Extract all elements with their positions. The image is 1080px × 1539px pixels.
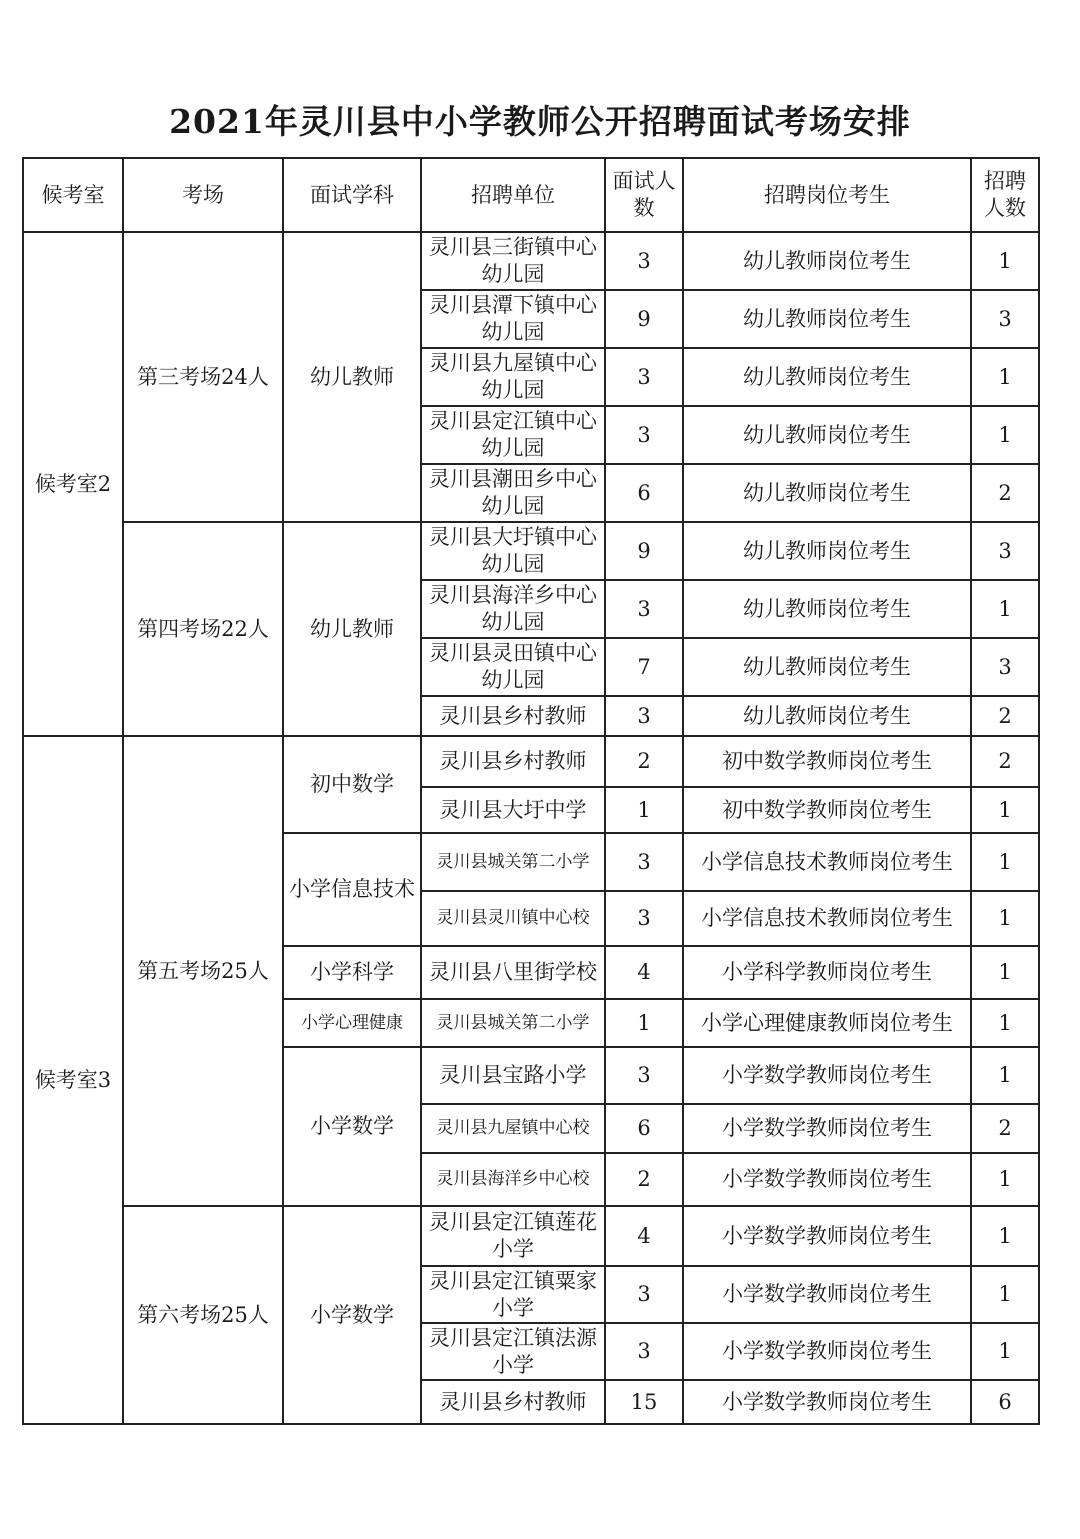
subject-cell: 幼儿教师 [283,522,421,736]
unit-cell: 灵川县大圩中学 [421,787,605,833]
post-cell: 小学信息技术教师岗位考生 [683,833,971,891]
table-row [23,232,1039,290]
count-cell: 1 [605,999,683,1047]
unit-cell: 灵川县大圩镇中心幼儿园 [421,522,605,580]
hire-cell: 2 [971,1104,1039,1153]
header-post: 招聘岗位考生 [683,158,971,232]
unit-cell: 灵川县乡村教师 [421,1380,605,1424]
header-waiting-room: 候考室 [23,158,123,232]
document-title: 2021年灵川县中小学教师公开招聘面试考场安排 [169,102,911,141]
post-cell: 初中数学教师岗位考生 [683,787,971,833]
count-cell: 15 [605,1380,683,1424]
hire-cell: 1 [971,891,1039,946]
hire-cell: 1 [971,1323,1039,1380]
header-hire-count: 招聘人数 [971,158,1039,232]
post-cell: 小学数学教师岗位考生 [683,1206,971,1266]
post-cell: 小学数学教师岗位考生 [683,1047,971,1104]
hire-cell: 1 [971,1206,1039,1266]
count-cell: 3 [605,696,683,736]
hire-cell: 1 [971,1047,1039,1104]
subject-cell: 幼儿教师 [283,232,421,522]
hire-cell: 3 [971,638,1039,696]
count-cell: 2 [605,736,683,787]
exam-room-cell: 第六考场25人 [123,1206,283,1424]
count-cell: 6 [605,464,683,522]
count-cell: 3 [605,232,683,290]
exam-room-cell: 第四考场22人 [123,522,283,736]
unit-cell: 灵川县九屋镇中心校 [421,1104,605,1153]
count-cell: 3 [605,1266,683,1323]
count-cell: 2 [605,1153,683,1206]
table-row [23,1206,1039,1266]
post-cell: 幼儿教师岗位考生 [683,638,971,696]
unit-cell: 灵川县灵川镇中心校 [421,891,605,946]
post-cell: 幼儿教师岗位考生 [683,232,971,290]
hire-cell: 1 [971,348,1039,406]
hire-cell: 1 [971,833,1039,891]
unit-cell: 灵川县乡村教师 [421,736,605,787]
post-cell: 幼儿教师岗位考生 [683,580,971,638]
unit-cell: 灵川县海洋乡中心幼儿园 [421,580,605,638]
count-cell: 3 [605,1323,683,1380]
hire-cell: 1 [971,787,1039,833]
post-cell: 幼儿教师岗位考生 [683,464,971,522]
header-subject: 面试学科 [283,158,421,232]
post-cell: 幼儿教师岗位考生 [683,290,971,348]
post-cell: 小学数学教师岗位考生 [683,1323,971,1380]
header-unit: 招聘单位 [421,158,605,232]
hire-cell: 1 [971,580,1039,638]
hire-cell: 1 [971,232,1039,290]
hire-cell: 2 [971,736,1039,787]
unit-cell: 灵川县潮田乡中心幼儿园 [421,464,605,522]
hire-cell: 1 [971,999,1039,1047]
post-cell: 小学信息技术教师岗位考生 [683,891,971,946]
subject-cell: 小学数学 [283,1047,421,1206]
subject-cell: 小学信息技术 [283,833,421,946]
header-exam-room: 考场 [123,158,283,232]
count-cell: 4 [605,1206,683,1266]
hire-cell: 2 [971,696,1039,736]
hire-cell: 1 [971,1153,1039,1206]
unit-cell: 灵川县定江镇中心幼儿园 [421,406,605,464]
count-cell: 3 [605,1047,683,1104]
post-cell: 幼儿教师岗位考生 [683,696,971,736]
unit-cell: 灵川县宝路小学 [421,1047,605,1104]
unit-cell: 灵川县潭下镇中心幼儿园 [421,290,605,348]
post-cell: 幼儿教师岗位考生 [683,348,971,406]
header-row [23,158,1039,232]
unit-cell: 灵川县八里街学校 [421,946,605,999]
unit-cell: 灵川县乡村教师 [421,696,605,736]
count-cell: 3 [605,833,683,891]
hire-cell: 6 [971,1380,1039,1424]
subject-cell: 小学心理健康 [283,999,421,1047]
unit-cell: 灵川县城关第二小学 [421,999,605,1047]
post-cell: 小学科学教师岗位考生 [683,946,971,999]
unit-cell: 灵川县海洋乡中心校 [421,1153,605,1206]
post-cell: 幼儿教师岗位考生 [683,406,971,464]
post-cell: 小学数学教师岗位考生 [683,1380,971,1424]
exam-room-cell: 第三考场24人 [123,232,283,522]
unit-cell: 灵川县定江镇粟家小学 [421,1266,605,1323]
subject-cell: 小学科学 [283,946,421,999]
count-cell: 3 [605,891,683,946]
schedule-table [22,157,1040,1425]
waiting-room-cell: 候考室3 [23,736,123,1424]
count-cell: 7 [605,638,683,696]
exam-room-cell: 第五考场25人 [123,736,283,1206]
unit-cell: 灵川县定江镇莲花小学 [421,1206,605,1266]
post-cell: 初中数学教师岗位考生 [683,736,971,787]
post-cell: 小学心理健康教师岗位考生 [683,999,971,1047]
hire-cell: 3 [971,290,1039,348]
count-cell: 3 [605,406,683,464]
unit-cell: 灵川县三街镇中心幼儿园 [421,232,605,290]
table-row [23,522,1039,580]
hire-cell: 1 [971,1266,1039,1323]
hire-cell: 1 [971,946,1039,999]
count-cell: 3 [605,580,683,638]
count-cell: 9 [605,522,683,580]
hire-cell: 1 [971,406,1039,464]
post-cell: 幼儿教师岗位考生 [683,522,971,580]
waiting-room-cell: 候考室2 [23,232,123,736]
unit-cell: 灵川县城关第二小学 [421,833,605,891]
post-cell: 小学数学教师岗位考生 [683,1153,971,1206]
subject-cell: 初中数学 [283,736,421,833]
subject-cell: 小学数学 [283,1206,421,1424]
count-cell: 1 [605,787,683,833]
hire-cell: 3 [971,522,1039,580]
count-cell: 6 [605,1104,683,1153]
post-cell: 小学数学教师岗位考生 [683,1266,971,1323]
table-row [23,736,1039,787]
unit-cell: 灵川县定江镇法源小学 [421,1323,605,1380]
hire-cell: 2 [971,464,1039,522]
header-interview-count: 面试人数 [605,158,683,232]
count-cell: 4 [605,946,683,999]
count-cell: 3 [605,348,683,406]
unit-cell: 灵川县灵田镇中心幼儿园 [421,638,605,696]
unit-cell: 灵川县九屋镇中心幼儿园 [421,348,605,406]
count-cell: 9 [605,290,683,348]
post-cell: 小学数学教师岗位考生 [683,1104,971,1153]
